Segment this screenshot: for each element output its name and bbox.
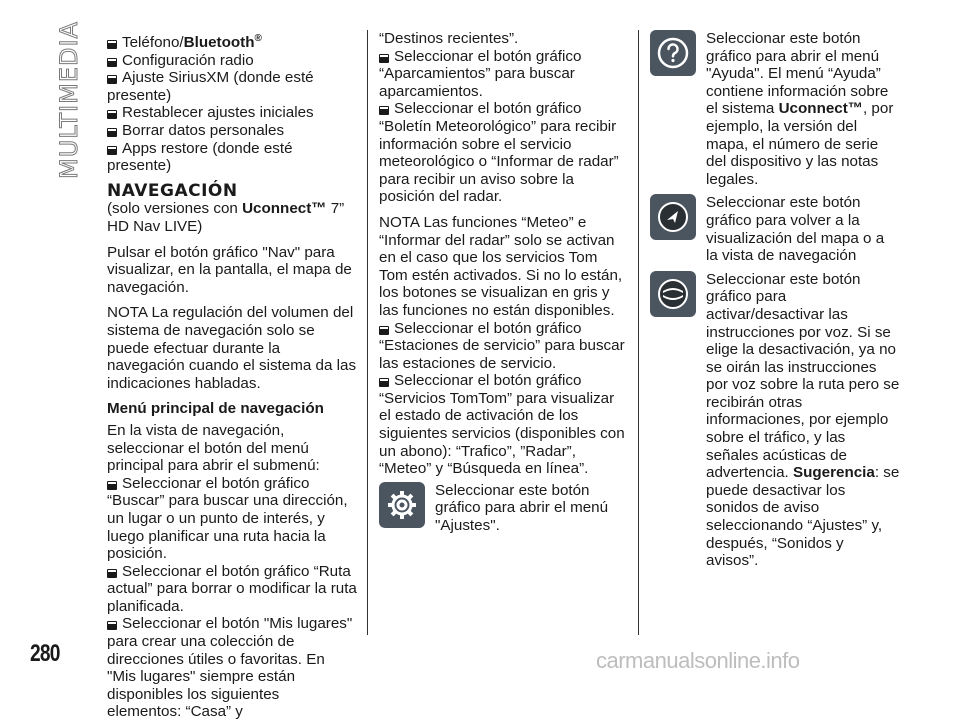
voice-toggle-description xyxy=(650,271,900,570)
checkbox-bullet-icon xyxy=(379,323,391,333)
checkbox-bullet-icon xyxy=(107,55,119,65)
page-number: 280 xyxy=(30,640,60,667)
checkbox-bullet-icon xyxy=(107,478,119,488)
help-text-part: , por ejemplo, la versión del mapa, el número de serie del dispositivo y las notas legales. xyxy=(706,100,894,188)
voice-speaker-icon xyxy=(650,271,696,317)
list-item xyxy=(107,122,357,140)
tip-label: Sugerencia xyxy=(792,464,875,482)
settings-description xyxy=(379,482,629,535)
column-2 xyxy=(379,30,629,535)
checkbox-bullet-icon xyxy=(107,143,119,153)
voice-text-part: : se puede desactivar los sonidos de aviso seleccionando “Ajustes” y, después, “Sonidos y avisos”. xyxy=(706,464,900,570)
column-divider xyxy=(638,30,639,635)
paragraph: Pulsar el botón gráfico "Nav" para visualizar, en la pantalla, el mapa de navegación. xyxy=(107,243,352,296)
help-text xyxy=(706,30,900,188)
registered-mark: ® xyxy=(254,33,262,44)
checkbox-bullet-icon xyxy=(379,103,391,113)
paragraph: En la vista de navegación, seleccionar el botón del menú principal para abrir el submenú: xyxy=(107,421,320,475)
note-paragraph: NOTA Las funciones “Meteo” e “Informar del radar” solo se activan en el caso que los servicios Tom Tom estén activados. Si no lo están, los botones se visualizan en gris y las funciones no están disponibles. xyxy=(379,213,623,319)
paragraph: “Destinos recientes”. xyxy=(379,30,519,47)
bluetooth-text: Bluetooth xyxy=(183,34,255,52)
side-section-label xyxy=(52,21,86,179)
list-item xyxy=(107,475,357,563)
versions-text: 7” HD Nav LIVE) xyxy=(107,200,345,235)
checkbox-bullet-icon xyxy=(107,125,119,135)
voice-text-part: Seleccionar este botón gráfico para activar/desactivar las instrucciones por voz. Si se elige la desactivación, ya no se oirán las instrucciones por voz sobre la ruta pero se recibirán otras informaciones, por ejemplo sobre el tráfico, y las señales acústicas de advertencia. xyxy=(706,270,900,482)
list-item-text: Seleccionar el botón gráfico “Estaciones de servicio” para buscar las estaciones de servicio. xyxy=(379,319,625,372)
list-item xyxy=(379,320,629,373)
list-item xyxy=(107,615,357,721)
section-title: NAVEGACIÓN xyxy=(107,180,238,201)
list-item-text: Restablecer ajustes iniciales xyxy=(122,104,314,122)
list-item-text: Ajuste SiriusXM (donde esté presente) xyxy=(107,69,314,104)
watermark: carmanualsonline.info xyxy=(596,648,800,673)
voice-toggle-text xyxy=(706,271,900,570)
uconnect-text: Uconnect™ xyxy=(242,200,327,218)
list-item-text: Borrar datos personales xyxy=(122,122,285,140)
checkbox-bullet-icon xyxy=(107,72,119,82)
column-3 xyxy=(650,30,900,570)
list-item xyxy=(107,52,357,70)
list-item-text: Apps restore (donde esté presente) xyxy=(107,139,293,175)
list-item-text: Teléfono/ xyxy=(122,34,184,52)
settings-gear-icon xyxy=(379,482,425,528)
versions-text: (solo versiones con xyxy=(107,200,243,218)
list-item-text: Configuración radio xyxy=(122,51,254,69)
list-item xyxy=(107,563,357,616)
help-question-icon xyxy=(650,30,696,76)
list-item xyxy=(107,30,357,52)
list-item-text: Seleccionar el botón gráfico “Buscar” para buscar una dirección, un lugar o un punto de interés, y luego planificar una ruta hacia la posición. xyxy=(107,474,348,563)
checkbox-bullet-icon xyxy=(107,37,119,47)
list-item xyxy=(379,372,629,478)
back-to-map-description xyxy=(650,194,900,264)
side-section-label-text: MULTIMEDIA xyxy=(55,21,83,179)
column-divider xyxy=(367,30,368,635)
list-item-text: Seleccionar el botón gráfico “Servicios TomTom” para visualizar el estado de activación de los siguientes servicios (disponibles con un abono): “Trafico”, ”Radar”, “Meteo” y “Búsqueda en línea”. xyxy=(379,372,625,478)
versions-note xyxy=(107,200,357,235)
list-item-text: Seleccionar el botón gráfico “Aparcamientos” para buscar aparcamientos. xyxy=(379,47,582,100)
back-arrow-icon xyxy=(650,194,696,240)
list-item-text: Seleccionar el botón gráfico “Ruta actual” para borrar o modificar la ruta planificada. xyxy=(107,562,357,615)
note-paragraph: NOTA La regulación del volumen del sistema de navegación solo se puede efectuar durante la navegación cuando el sistema da las indicaciones habladas. xyxy=(107,304,357,392)
help-description xyxy=(650,30,900,188)
list-item xyxy=(107,104,357,122)
column-1 xyxy=(107,30,357,721)
checkbox-bullet-icon xyxy=(379,375,391,385)
list-item xyxy=(379,48,629,101)
list-item xyxy=(107,69,357,104)
uconnect-text: Uconnect™ xyxy=(778,100,863,118)
checkbox-bullet-icon xyxy=(107,566,119,576)
help-text-part: Seleccionar este botón gráfico para abrir el menú "Ayuda". El menú “Ayuda” contiene información sobre el sistema xyxy=(706,30,889,118)
checkbox-bullet-icon xyxy=(107,618,119,628)
list-item-text: Seleccionar el botón gráfico “Boletín Meteorológico” para recibir información sobre el servicio meteorológico o “Informar de radar” para recibir un aviso sobre la posición del radar. xyxy=(379,100,619,206)
list-item-text: Seleccionar el botón "Mis lugares" para crear una colección de direcciones útiles o favoritas. En "Mis lugares" siempre están disponibles los siguientes elementos: “Casa” y xyxy=(107,615,353,721)
subheading: Menú principal de navegación xyxy=(107,400,324,418)
list-item xyxy=(107,140,357,175)
checkbox-bullet-icon xyxy=(107,107,119,117)
settings-text: Seleccionar este botón gráfico para abrir el menú "Ajustes". xyxy=(435,481,609,535)
list-item xyxy=(379,100,629,206)
checkbox-bullet-icon xyxy=(379,51,391,61)
back-to-map-text: Seleccionar este botón gráfico para volver a la visualización del mapa o a la vista de navegación xyxy=(706,194,885,265)
